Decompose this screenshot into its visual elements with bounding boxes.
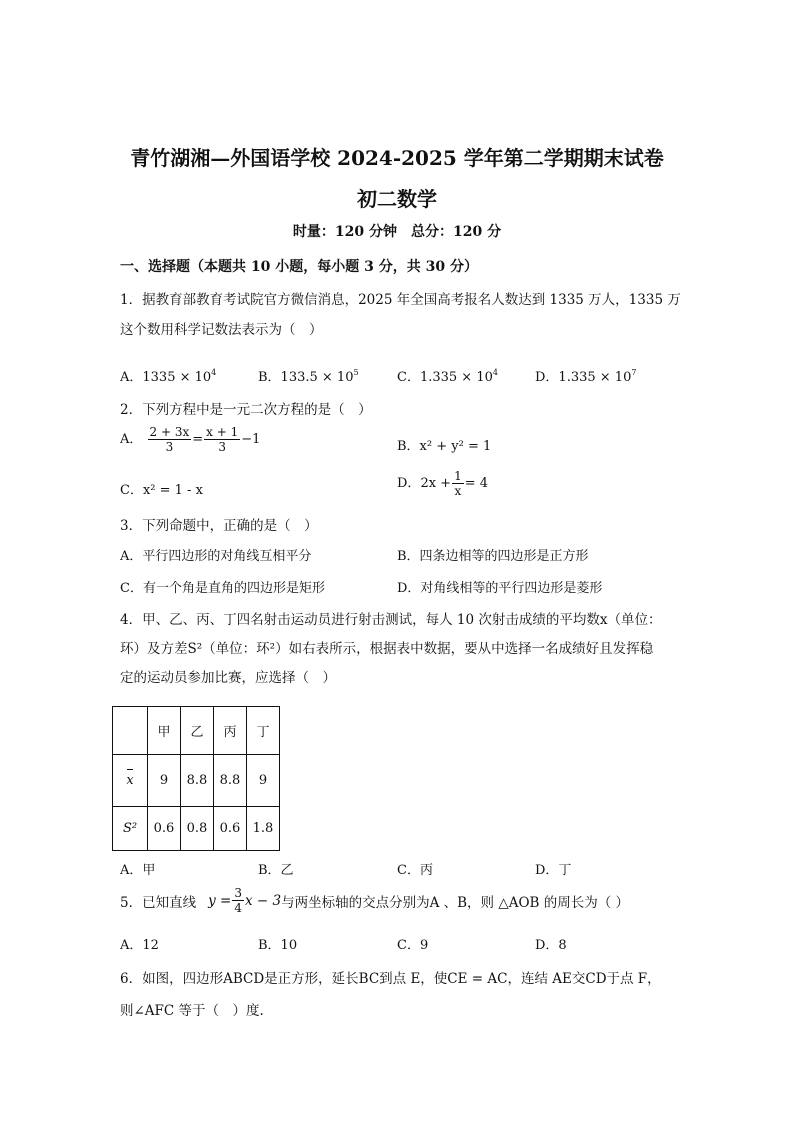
q3-option-b: B．四条边相等的四边形是正方形 bbox=[397, 549, 589, 564]
q5-option-b: B．10 bbox=[258, 938, 298, 953]
q1-stem-line2: 这个数用科学记数法表示为（ ） bbox=[120, 322, 323, 338]
q5-option-a: A．12 bbox=[120, 938, 159, 953]
q1-option-b: B．$133.5 \times 10^5$ bbox=[258, 368, 359, 385]
q2-stem: 2．下列方程中是一元二次方程的是（ ） bbox=[120, 402, 372, 418]
q1-option-c: C．$1.335 \times 10^4$ bbox=[397, 368, 498, 385]
table-cell: 0.6 bbox=[214, 807, 247, 851]
q3-option-a: A．平行四边形的对角线互相平分 bbox=[120, 549, 312, 564]
table-cell: 9 bbox=[148, 755, 181, 807]
q1-option-d: D．$1.335 \times 10^7$ bbox=[535, 368, 637, 385]
table-header-cell: 丙 bbox=[214, 707, 247, 755]
q2-option-b: B．x² + y² = 1 bbox=[397, 439, 492, 454]
table-header-cell: 丁 bbox=[247, 707, 280, 755]
q4-stem-line1: 4．甲、乙、丙、丁四名射击运动员进行射击测试，每人 10 次射击成绩的平均数x（单位： bbox=[120, 612, 662, 628]
table-header-row bbox=[113, 707, 280, 755]
q3-option-c: C．有一个角是直角的四边形是矩形 bbox=[120, 581, 325, 596]
q5-option-c: C．9 bbox=[397, 938, 429, 953]
table-cell: 0.6 bbox=[148, 807, 181, 851]
q6-stem-line2: 则∠AFC 等于（ ）度. bbox=[120, 1003, 264, 1019]
table-cell: 0.8 bbox=[181, 807, 214, 851]
q5-stem: 5．已知直线 y = $\frac{3}{4}$ x − 3 与两坐标轴的交点分别为A 、B，则 △AOB 的周长为（ ） bbox=[120, 886, 630, 915]
table-row-mean bbox=[113, 755, 280, 807]
section-heading: 一、选择题（本题共 10 小题，每小题 3 分，共 30 分） bbox=[120, 259, 478, 275]
q4-option-b: B．乙 bbox=[258, 863, 294, 878]
row-label-variance: S² bbox=[113, 807, 148, 851]
q3-stem: 3．下列命题中，正确的是（ ） bbox=[120, 518, 318, 534]
table-cell: 8.8 bbox=[214, 755, 247, 807]
table-cell: 9 bbox=[247, 755, 280, 807]
table-cell: 8.8 bbox=[181, 755, 214, 807]
q1-option-a: A．$1335 \times 10^4$ bbox=[120, 368, 217, 385]
q3-option-d: D．对角线相等的平行四边形是菱形 bbox=[397, 581, 603, 596]
table-cell bbox=[113, 707, 148, 755]
q4-stem-line2: 环）及方差S²（单位：环²）如右表所示，根据表中数据，要从中选择一名成绩好且发挥稳 bbox=[120, 641, 654, 657]
exam-title: 青竹湖湘—外国语学校 2024-2025 学年第二学期期末试卷 bbox=[130, 146, 664, 170]
q1-stem-line1: 1．据教育部教育考试院官方微信消息，2025 年全国高考报名人数达到 1335 万人，1335 万 bbox=[120, 292, 681, 308]
row-label-mean: x bbox=[113, 755, 148, 807]
q4-option-c: C．丙 bbox=[397, 863, 433, 878]
q2-option-d: D．2x + $\frac{1}{x}$ = 4 bbox=[397, 469, 489, 498]
table-row-variance bbox=[113, 807, 280, 851]
q4-option-a: A．甲 bbox=[120, 863, 156, 878]
table-cell: 1.8 bbox=[247, 807, 280, 851]
q2-option-c: C．x² = 1 - x bbox=[120, 483, 203, 498]
q4-stem-line3: 定的运动员参加比赛，应选择（ ） bbox=[120, 670, 336, 686]
q5-option-d: D．8 bbox=[535, 938, 567, 953]
q2-option-a: A． $\frac{2 + 3x}{3}$ = $\frac{x + 1}{3}$ −1 bbox=[120, 425, 261, 454]
time-info: 时量：120 分钟 总分：120 分 bbox=[292, 224, 502, 240]
table-header-cell: 乙 bbox=[181, 707, 214, 755]
q6-stem-line1: 6．如图，四边形ABCD是正方形，延长BC到点 E，使CE = AC，连结 AE交CD于点 F， bbox=[120, 971, 661, 987]
q4-option-d: D．丁 bbox=[535, 863, 572, 878]
score-table bbox=[112, 706, 280, 851]
table-header-cell: 甲 bbox=[148, 707, 181, 755]
exam-subtitle: 初二数学 bbox=[357, 187, 437, 211]
